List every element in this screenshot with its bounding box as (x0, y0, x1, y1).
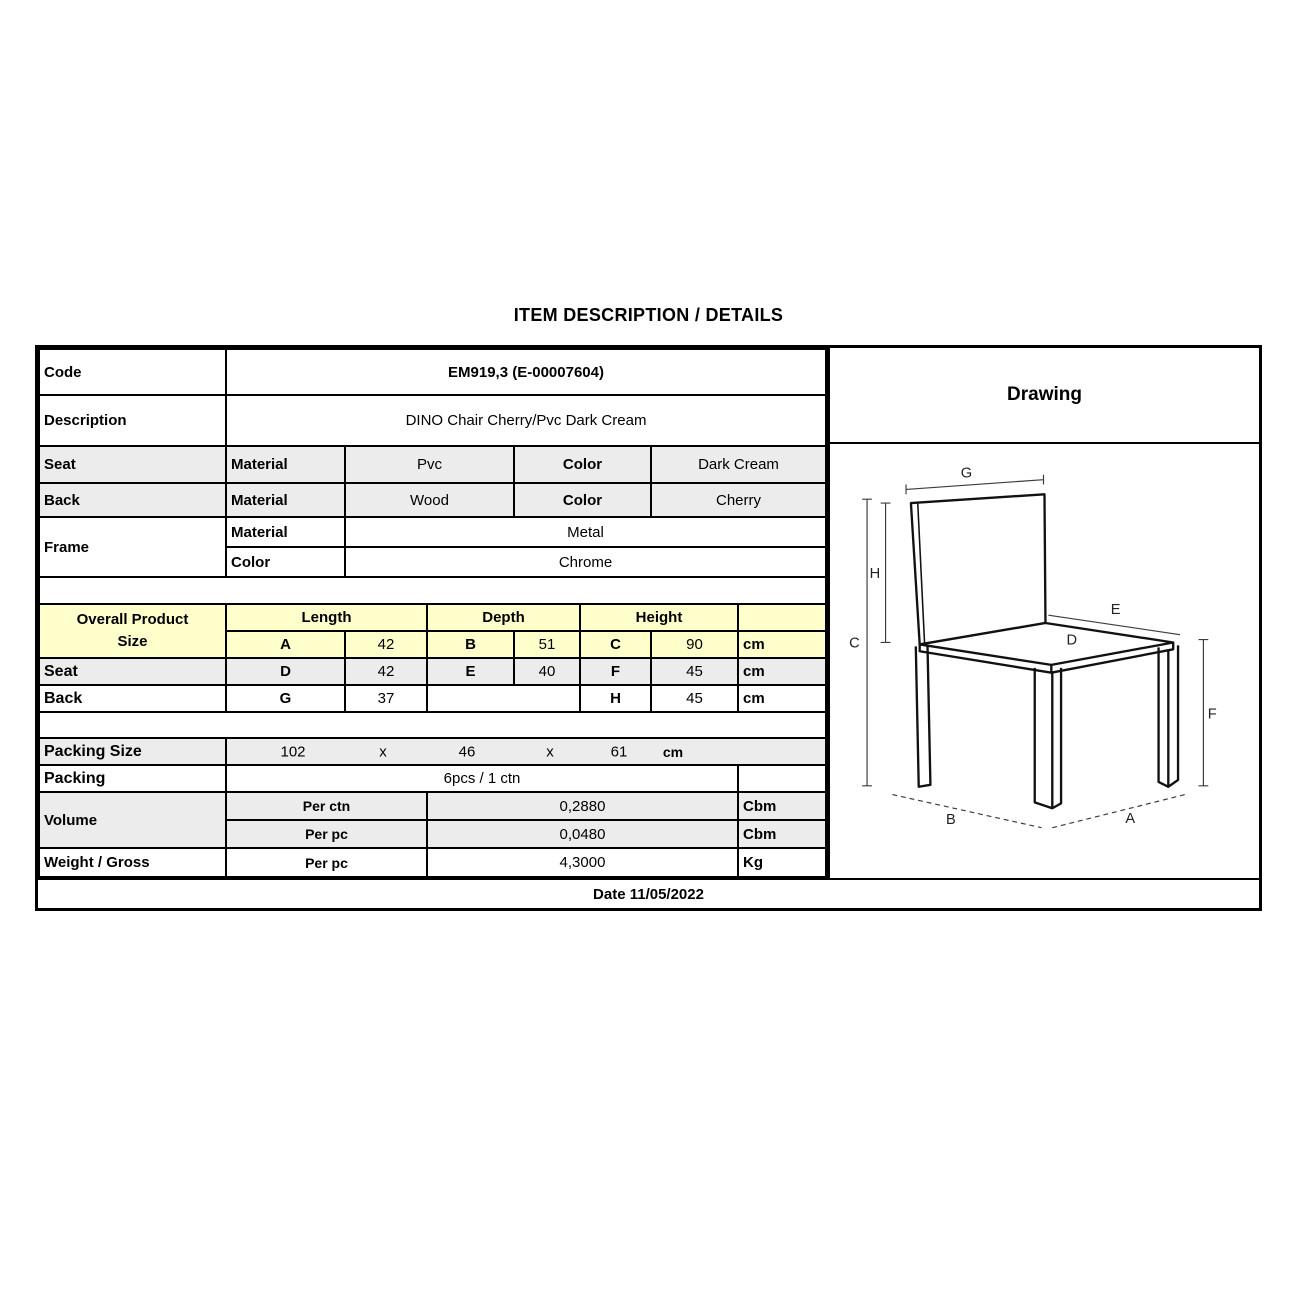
back-material-label: Material (226, 483, 345, 517)
back-label: Back (39, 483, 226, 517)
size-overall-length-value: 42 (345, 631, 427, 658)
dim-label-e: E (1110, 602, 1121, 619)
dim-label-f: F (1207, 706, 1217, 723)
size-seat-height-key: F (580, 658, 651, 685)
size-back-height-value: 45 (651, 685, 738, 712)
packing-size-v2: 46 (458, 743, 476, 760)
chair-outline (911, 494, 1178, 808)
seat-label: Seat (39, 446, 226, 483)
spacer-row (39, 712, 826, 738)
size-back-row (39, 685, 826, 712)
size-back-length-value: 37 (345, 685, 427, 712)
volume-ctn-per: Per ctn (226, 792, 427, 820)
packing-row (39, 765, 826, 792)
packing-size-values (226, 738, 826, 765)
weight-label: Weight / Gross (39, 848, 226, 877)
back-material-value: Wood (345, 483, 514, 517)
seat-color-value: Dark Cream (651, 446, 826, 483)
seat-material-value: Pvc (345, 446, 514, 483)
size-section-label-line1: Overall Product (76, 611, 189, 629)
size-seat-row (39, 658, 826, 685)
size-section-label-line2: Size (117, 633, 148, 650)
dim-label-g: G (960, 465, 973, 482)
dim-label-a: A (1125, 810, 1136, 827)
size-seat-depth-key: E (427, 658, 514, 685)
packing-label: Packing (39, 765, 226, 792)
frame-color-label: Color (226, 547, 345, 577)
size-overall-length-key: A (226, 631, 345, 658)
code-row (39, 349, 826, 395)
chair-drawing (830, 444, 1259, 878)
back-row (39, 483, 826, 517)
description-row (39, 395, 826, 446)
size-header-empty-cell (738, 604, 826, 631)
weight-row (39, 848, 826, 877)
code-value: EM919,3 (E-00007604) (226, 349, 826, 395)
dim-label-b: B (946, 811, 956, 828)
size-back-empty-cell (427, 685, 580, 712)
spacer-row (39, 577, 826, 604)
drawing-area (830, 444, 1259, 878)
sheet-body (38, 348, 1259, 878)
size-depth-header: Depth (427, 604, 580, 631)
page-title: ITEM DESCRIPTION / DETAILS (513, 305, 784, 325)
size-overall-height-value: 90 (651, 631, 738, 658)
dim-label-c: C (849, 635, 860, 652)
spacer-cell (39, 712, 826, 738)
weight-unit: Kg (738, 848, 826, 877)
size-overall-depth-value: 51 (514, 631, 580, 658)
packing-size-label: Packing Size (39, 738, 226, 765)
code-label: Code (39, 349, 226, 395)
frame-material-value: Metal (345, 517, 826, 547)
volume-ctn-row (39, 792, 826, 820)
frame-color-value: Chrome (345, 547, 826, 577)
volume-label: Volume (39, 792, 226, 848)
size-length-header: Length (226, 604, 427, 631)
volume-ctn-unit: Cbm (738, 792, 826, 820)
seat-row (39, 446, 826, 483)
size-section-label (39, 604, 226, 658)
drawing-header: Drawing (830, 348, 1259, 444)
back-color-value: Cherry (651, 483, 826, 517)
size-seat-length-value: 42 (345, 658, 427, 685)
frame-label: Frame (39, 517, 226, 577)
frame-material-label: Material (226, 517, 345, 547)
seat-color-label: Color (514, 446, 651, 483)
size-seat-depth-value: 40 (514, 658, 580, 685)
volume-pc-value: 0,0480 (427, 820, 738, 848)
date-value: Date 11/05/2022 (593, 885, 704, 903)
packing-empty-cell (738, 765, 826, 792)
packing-size-v1: 102 (280, 743, 306, 760)
description-label: Description (39, 395, 226, 446)
size-back-unit: cm (738, 685, 826, 712)
packing-size-x2: x (546, 743, 554, 760)
size-header-row (39, 604, 826, 631)
size-seat-label: Seat (39, 658, 226, 685)
seat-material-label: Material (226, 446, 345, 483)
packing-value: 6pcs / 1 ctn (226, 765, 738, 792)
size-back-length-key: G (226, 685, 345, 712)
size-overall-unit: cm (738, 631, 826, 658)
dim-label-d: D (1066, 632, 1078, 649)
packing-size-row (39, 738, 826, 765)
dim-label-h: H (869, 566, 881, 583)
size-back-label: Back (39, 685, 226, 712)
description-value: DINO Chair Cherry/Pvc Dark Cream (226, 395, 826, 446)
volume-ctn-value: 0,2880 (427, 792, 738, 820)
size-back-height-key: H (580, 685, 651, 712)
spacer-cell (39, 577, 826, 604)
size-overall-depth-key: B (427, 631, 514, 658)
frame-material-row (39, 517, 826, 547)
size-seat-unit: cm (738, 658, 826, 685)
size-seat-height-value: 45 (651, 658, 738, 685)
size-overall-height-key: C (580, 631, 651, 658)
volume-pc-unit: Cbm (738, 820, 826, 848)
weight-per: Per pc (226, 848, 427, 877)
packing-size-unit: cm (662, 743, 684, 760)
date-row (38, 878, 1259, 908)
drawing-panel (827, 348, 1259, 878)
size-seat-length-key: D (226, 658, 345, 685)
packing-size-v3: 61 (610, 743, 628, 760)
volume-pc-per: Per pc (226, 820, 427, 848)
back-color-label: Color (514, 483, 651, 517)
packing-size-x1: x (379, 743, 387, 760)
size-height-header: Height (580, 604, 738, 631)
spec-sheet (35, 345, 1262, 911)
spec-table (38, 348, 827, 878)
weight-value: 4,3000 (427, 848, 738, 877)
